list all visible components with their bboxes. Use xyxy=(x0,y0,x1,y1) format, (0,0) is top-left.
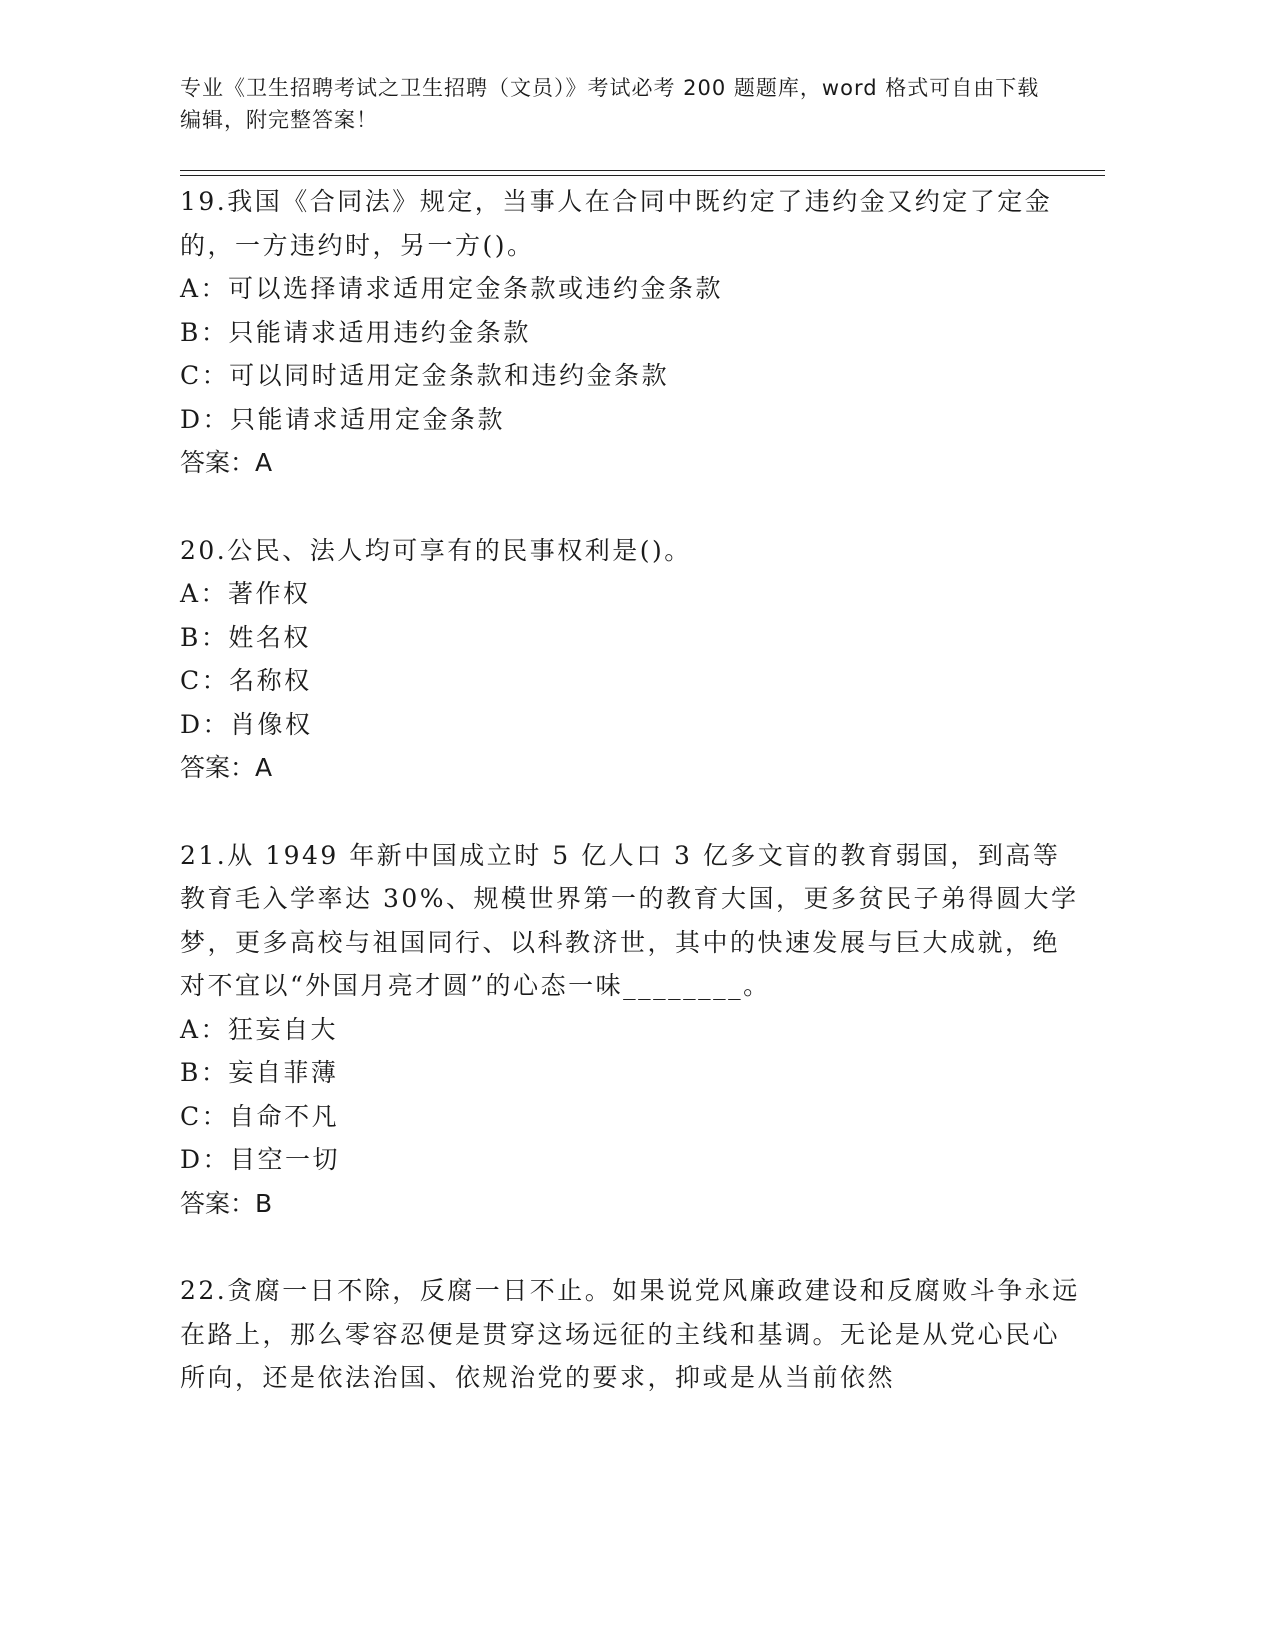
answer-label: 答案：A xyxy=(180,448,273,477)
document-header: 专业《卫生招聘考试之卫生招聘（文员）》考试必考 200 题题库，word 格式可自由下载编辑，附完整答案！ xyxy=(180,76,1040,132)
question-22 xyxy=(180,1269,1080,1400)
question-21 xyxy=(180,834,1080,1226)
option-c: C：名称权 xyxy=(180,666,312,695)
header-divider-bottom xyxy=(180,175,1105,176)
option-a: A：著作权 xyxy=(180,579,311,608)
option-c: C：可以同时适用定金条款和违约金条款 xyxy=(180,361,670,390)
option-d: D：只能请求适用定金条款 xyxy=(180,404,506,434)
header-divider-top xyxy=(180,170,1105,171)
question-stem: 20.公民、法人均可享有的民事权利是()。 xyxy=(180,535,692,565)
question-spacer xyxy=(180,485,1080,529)
option-a: A：狂妄自大 xyxy=(180,1014,339,1044)
question-spacer xyxy=(180,790,1080,834)
question-spacer xyxy=(180,1225,1080,1269)
question-stem: 19.我国《合同法》规定，当事人在合同中既约定了违约金又约定了定金的，一方违约时，另一方()。 xyxy=(180,187,1053,260)
option-c: C：自命不凡 xyxy=(180,1101,340,1131)
question-19 xyxy=(180,180,1080,485)
option-a: A：可以选择请求适用定金条款或违约金条款 xyxy=(180,274,724,303)
answer-label: 答案：A xyxy=(180,753,273,782)
question-20 xyxy=(180,529,1080,790)
answer-label: 答案：B xyxy=(180,1188,273,1218)
option-b: B：姓名权 xyxy=(180,622,311,652)
question-list xyxy=(180,180,1080,1400)
option-b: B：只能请求适用违约金条款 xyxy=(180,317,531,347)
option-d: D：目空一切 xyxy=(180,1145,341,1174)
option-d: D：肖像权 xyxy=(180,709,313,739)
question-stem: 21.从 1949 年新中国成立时 5 亿人口 3 亿多文盲的教育弱国，到高等教育毛入学率达 30%、规模世界第一的教育大国，更多贫民子弟得圆大学梦，更多高校与祖国同行、以科教济世，其中的快速发展与巨大成就，绝对不宜以“外国月亮才圆”的心态一味________。 xyxy=(180,840,1079,1000)
option-b: B：妄自菲薄 xyxy=(180,1058,339,1087)
question-stem: 22.贪腐一日不除，反腐一日不止。如果说党风廉政建设和反腐败斗争永远在路上，那么零容忍便是贯穿这场远征的主线和基调。无论是从党心民心所向，还是依法治国、依规治党的要求，抑或是从当前依然 xyxy=(180,1276,1080,1392)
